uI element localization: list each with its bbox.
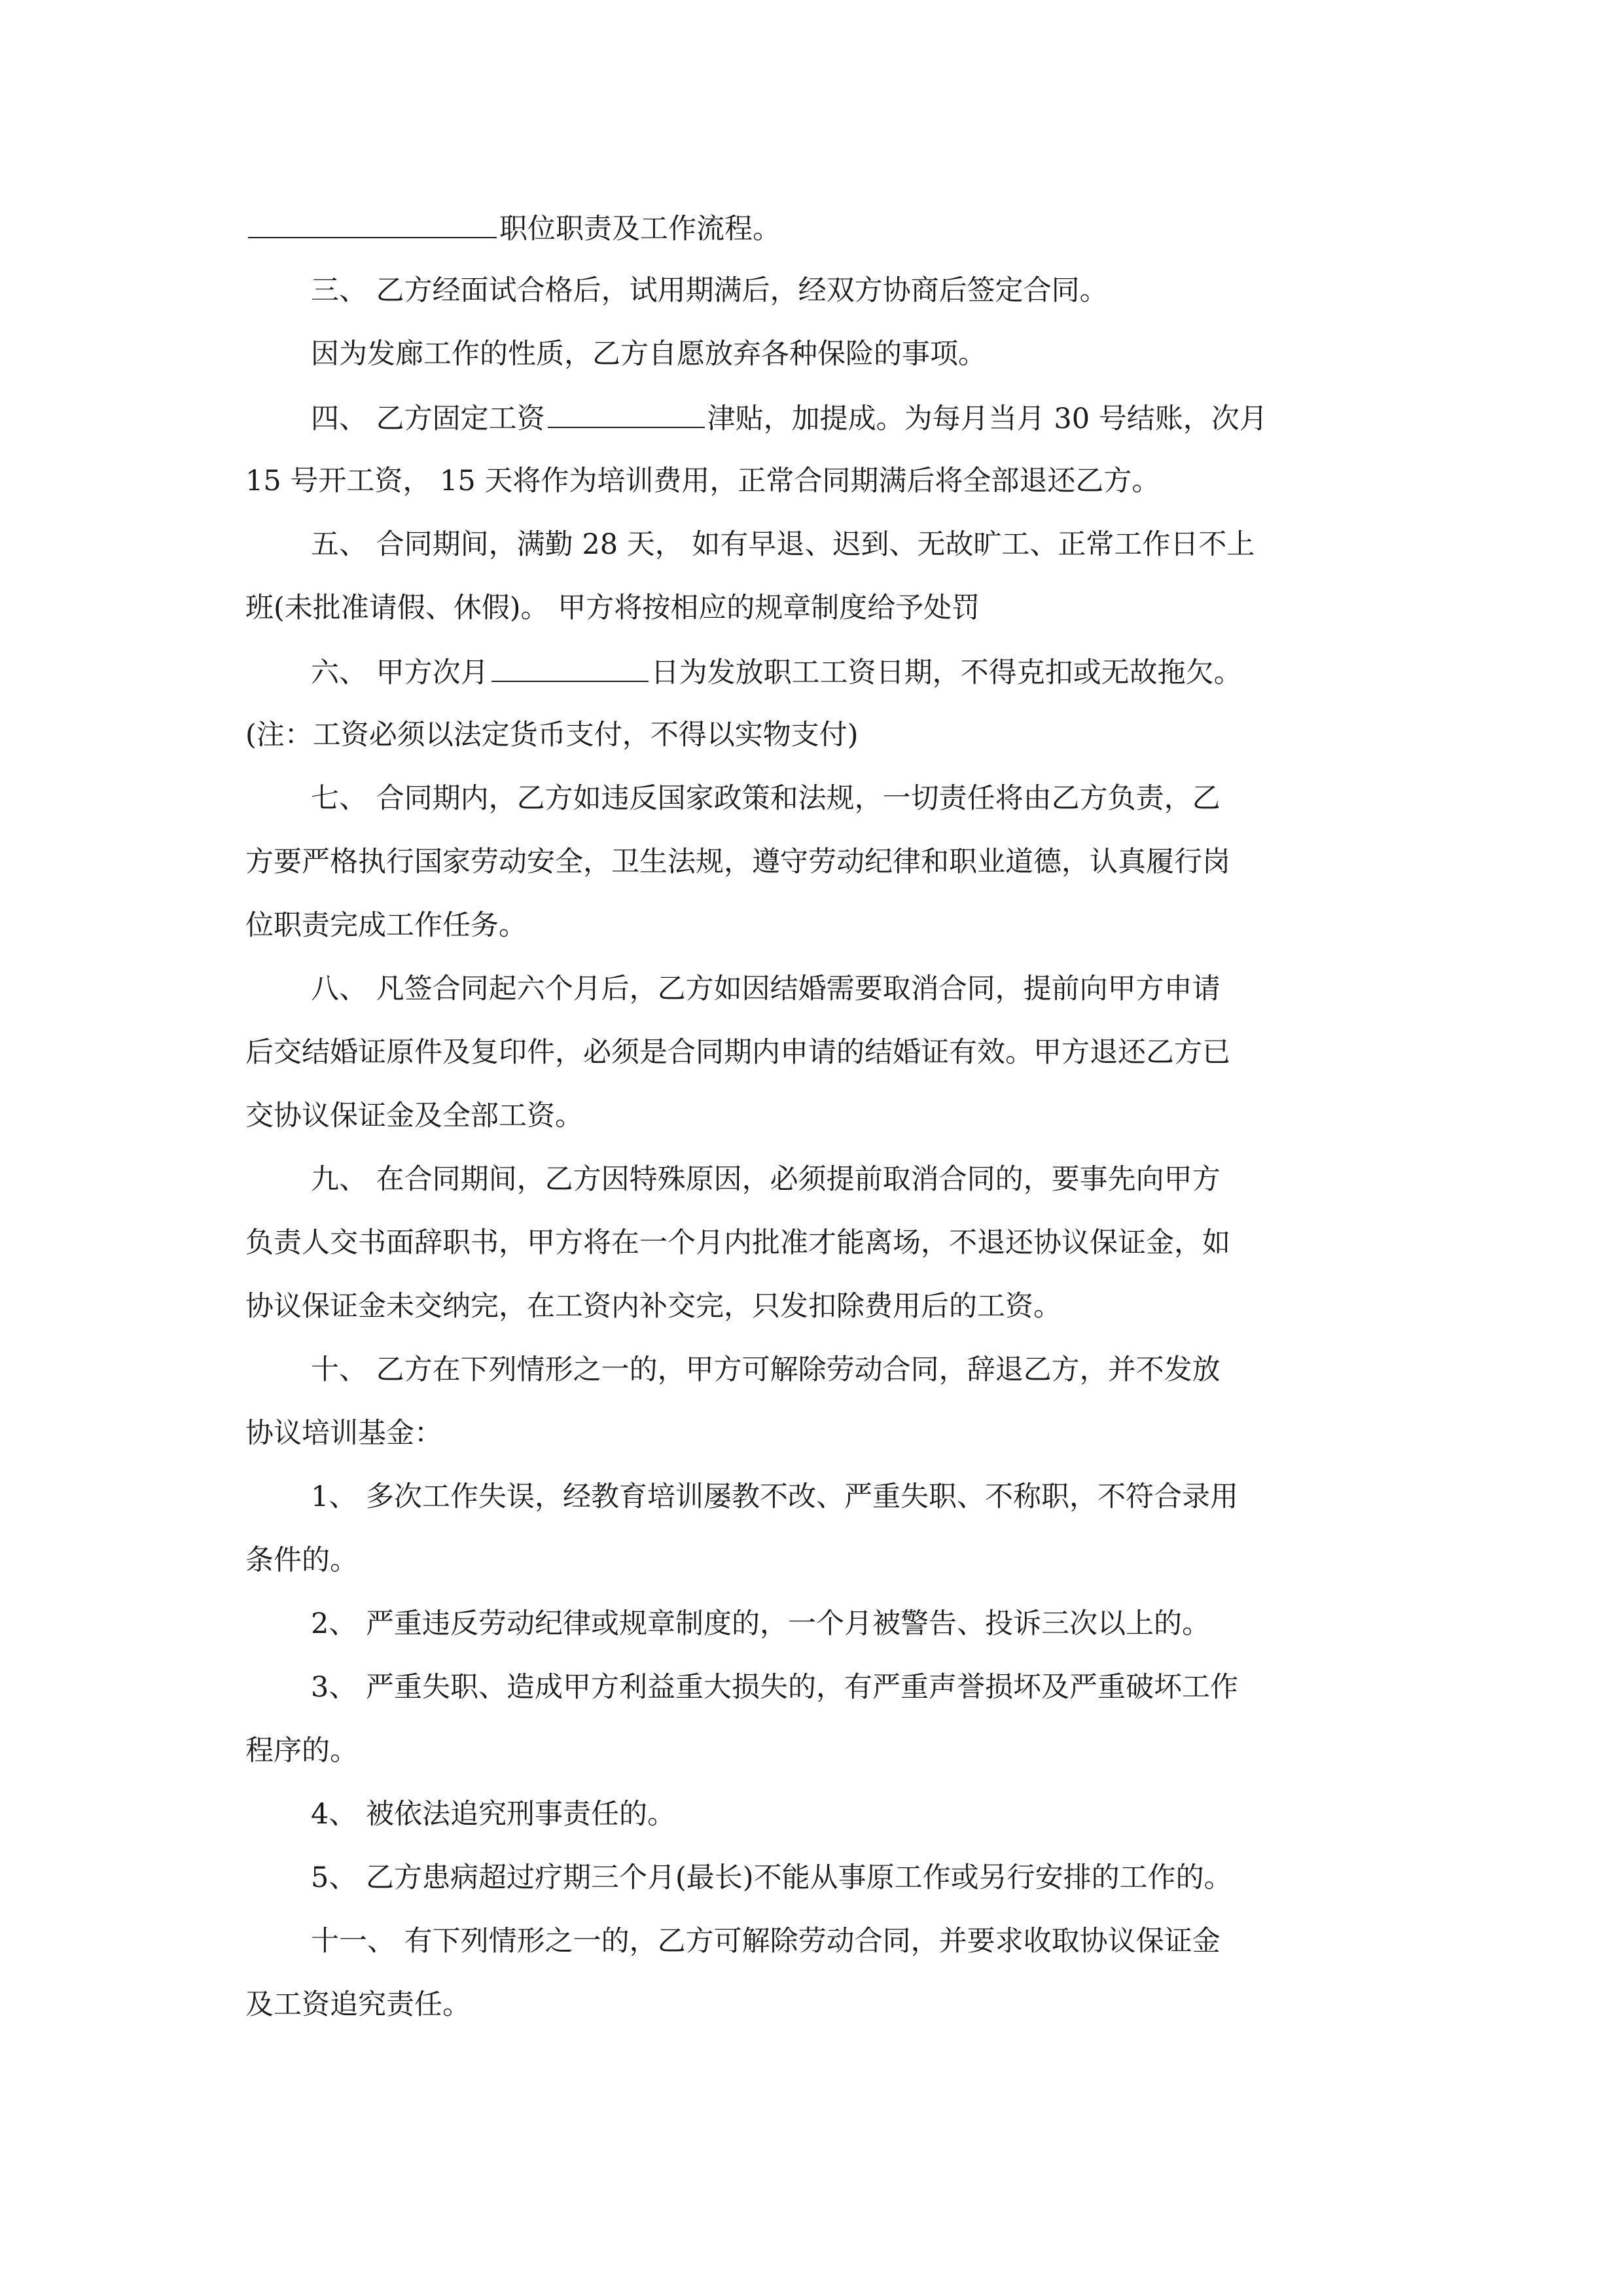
text-line: 因为发廊工作的性质，乙方自愿放弃各种保险的事项。 [311, 338, 986, 370]
text-line: 位职责完成工作任务。 [245, 909, 527, 942]
text-line: 负责人交书面辞职书，甲方将在一个月内批准才能离场，不退还协议保证金，如 [245, 1227, 1230, 1259]
clause-8: 八、 凡签合同起六个月后，乙方如因结婚需要取消合同，提前向甲方申请 [311, 973, 1221, 1005]
fill-blank [491, 652, 649, 682]
list-item-5: 5、 乙方患病超过疗期三个月(最长)不能从事原工作或另行安排的工作的。 [311, 1861, 1232, 1894]
text-line: 班(未批准请假、休假)。 甲方将按相应的规章制度给予处罚 [245, 592, 980, 624]
text-line: 协议保证金未交纳完，在工资内补交完，只发扣除费用后的工资。 [245, 1290, 1061, 1323]
list-item-4: 4、 被依法追究刑事责任的。 [311, 1798, 676, 1831]
text-line: 程序的。 [245, 1734, 358, 1767]
clause-7: 七、 合同期内，乙方如违反国家政策和法规，一切责任将由乙方负责，乙 [311, 782, 1221, 815]
fill-blank [248, 208, 497, 238]
text-line: (注：工资必须以法定货币支付，不得以实物支付) [245, 719, 859, 751]
fill-blank [548, 398, 705, 428]
text-line: 条件的。 [245, 1544, 358, 1577]
text-line: 后交结婚证原件及复印件，必须是合同期内申请的结婚证有效。甲方退还乙方已 [245, 1036, 1230, 1069]
clause-5: 五、 合同期间，满勤 28 天， 如有早退、迟到、无故旷工、正常工作日不上 [311, 528, 1255, 561]
clause-4: 四、 乙方固定工资 津贴，加提成。为每月当月 30 号结账，次月 [311, 398, 1268, 437]
text-line: 交协议保证金及全部工资。 [245, 1100, 583, 1132]
list-item-2: 2、 严重违反劳动纪律或规章制度的，一个月被警告、投诉三次以上的。 [311, 1607, 1211, 1640]
list-item-3: 3、 严重失职、造成甲方利益重大损失的，有严重声誉损坏及严重破坏工作 [311, 1671, 1239, 1704]
clause-3: 三、 乙方经面试合格后，试用期满后，经双方协商后签定合同。 [311, 274, 1108, 307]
text-line: 15 号开工资， 15 天将作为培训费用，正常合同期满后将全部退还乙方。 [245, 465, 1160, 497]
clause-9: 九、 在合同期间，乙方因特殊原因，必须提前取消合同的，要事先向甲方 [311, 1163, 1221, 1196]
text-line: 方要严格执行国家劳动安全，卫生法规，遵守劳动纪律和职业道德，认真履行岗 [245, 846, 1230, 878]
clause-6: 六、 甲方次月 日为发放职工工资日期，不得克扣或无故拖欠。 [311, 652, 1242, 691]
clause-11: 十一、 有下列情形之一的，乙方可解除劳动合同，并要求收取协议保证金 [311, 1925, 1221, 1958]
clause-10: 十、 乙方在下列情形之一的，甲方可解除劳动合同，辞退乙方，并不发放 [311, 1354, 1221, 1386]
text-line: 协议培训基金： [245, 1417, 442, 1450]
text-line: 职位职责及工作流程。 [245, 208, 781, 247]
list-item-1: 1、 多次工作失误，经教育培训屡教不改、严重失职、不称职，不符合录用 [311, 1480, 1239, 1513]
text-line: 及工资追究责任。 [245, 1988, 471, 2021]
